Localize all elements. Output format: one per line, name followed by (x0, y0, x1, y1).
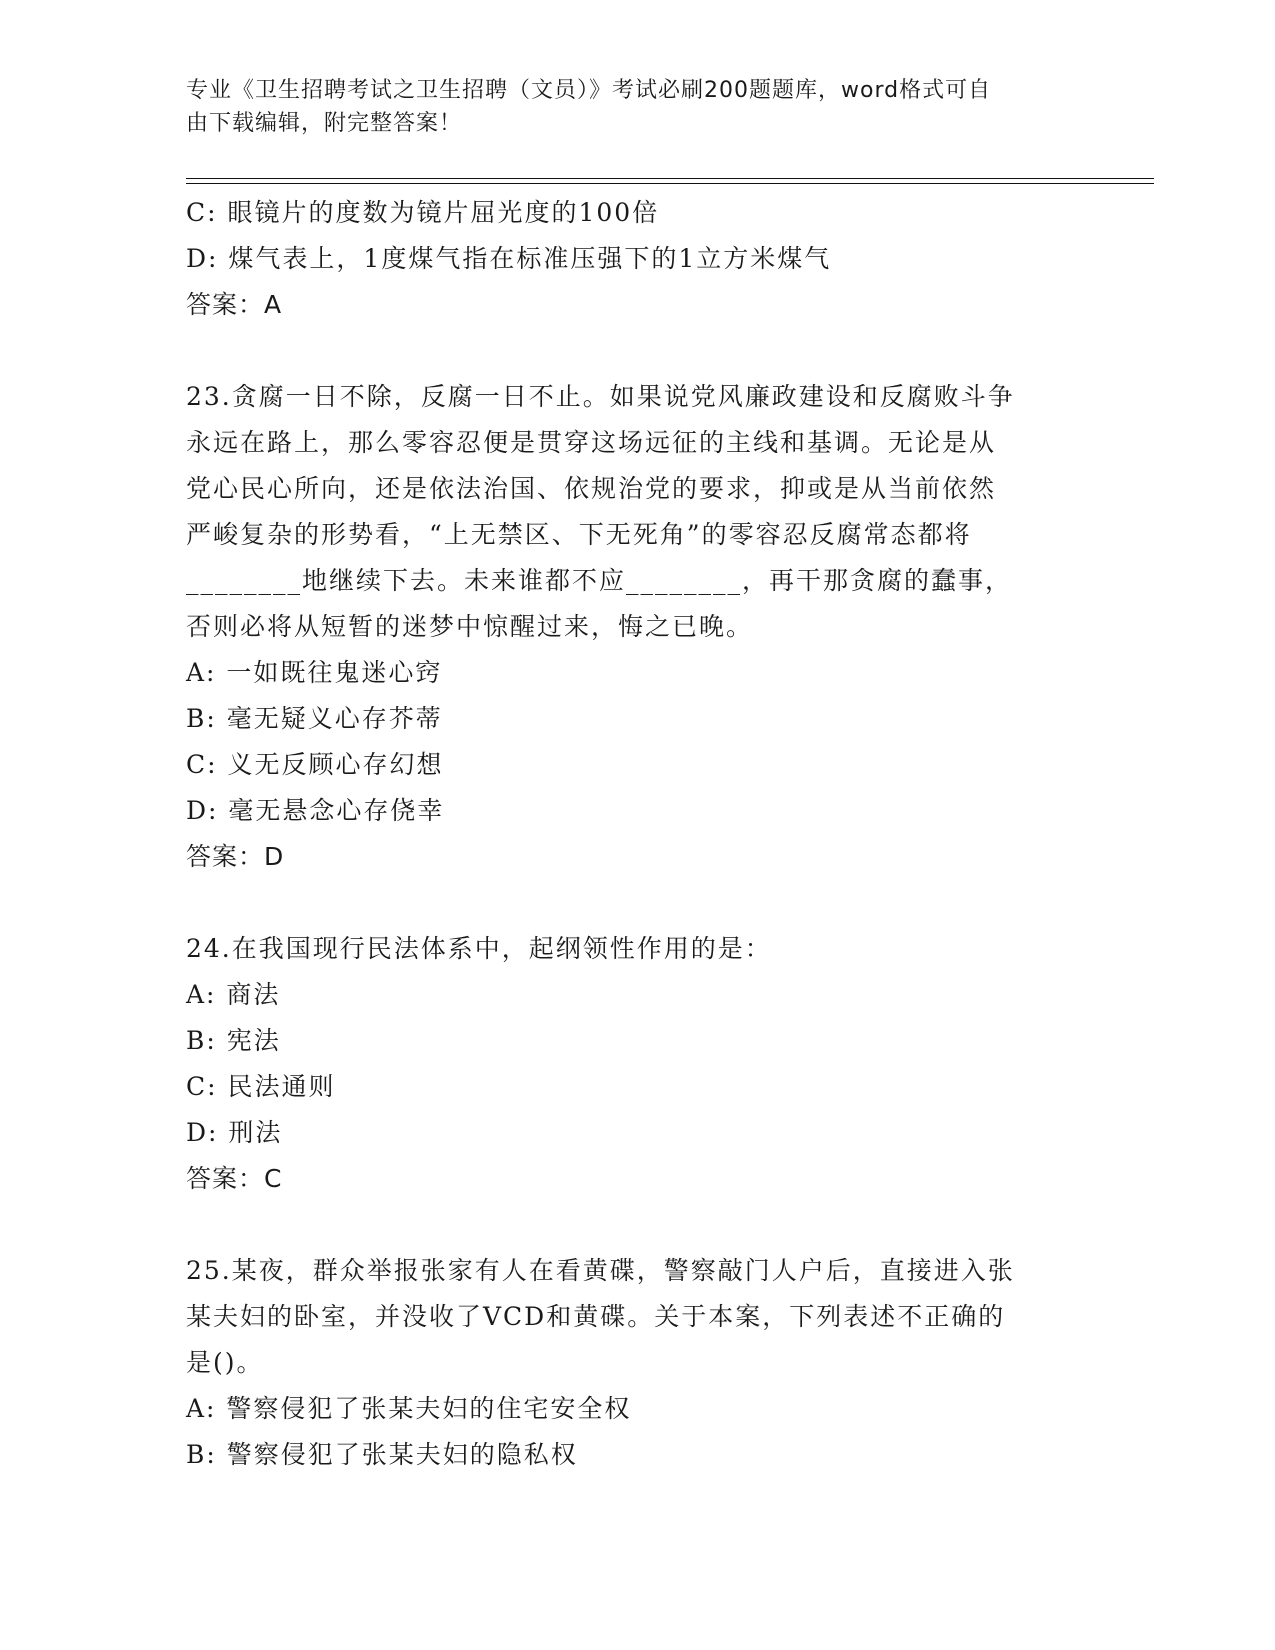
option-d: D: 刑法 (186, 1118, 283, 1147)
header-divider-top (186, 178, 1154, 179)
question-stem-line: 是()。 (186, 1348, 264, 1377)
question-stem-line: 党心民心所向，还是依法治国、依规治党的要求，抑或是从当前依然 (186, 474, 997, 503)
option-c: C: 义无反顾心存幻想 (186, 750, 444, 779)
option-d: D: 煤气表上，1度煤气指在标准压强下的1立方米煤气 (186, 244, 832, 273)
question-spacer (186, 880, 1086, 926)
option-b: B: 毫无疑义心存芥蒂 (186, 704, 443, 733)
option-a: A: 警察侵犯了张某夫妇的住宅安全权 (186, 1394, 632, 1423)
question-stem-line: ________地继续下去。未来谁都不应________，再干那贪腐的蠢事， (186, 566, 1013, 595)
answer-line: 答案：C (186, 1164, 283, 1193)
question-spacer (186, 1202, 1086, 1248)
option-a: A: 一如既往鬼迷心窍 (186, 658, 443, 687)
question-24 (186, 926, 1086, 1202)
option-c: C: 民法通则 (186, 1072, 336, 1101)
question-stem-line: 永远在路上，那么零容忍便是贯穿这场远征的主线和基调。无论是从 (186, 428, 997, 457)
question-stem-line: 某夫妇的卧室，并没收了VCD和黄碟。关于本案，下列表述不正确的 (186, 1302, 1006, 1331)
question-stem-line: 否则必将从短暂的迷梦中惊醒过来，悔之已晚。 (186, 612, 754, 641)
question-spacer (186, 328, 1086, 374)
option-c: C: 眼镜片的度数为镜片屈光度的100倍 (186, 198, 660, 227)
option-a: A: 商法 (186, 980, 281, 1009)
question-stem-line: 严峻复杂的形势看，“上无禁区、下无死角”的零容忍反腐常态都将 (186, 520, 972, 549)
header-line-2: 由下载编辑，附完整答案！ (186, 111, 463, 136)
document-body (186, 190, 1086, 1478)
question-25 (186, 1248, 1086, 1478)
answer-line: 答案：A (186, 290, 283, 319)
option-b: B: 警察侵犯了张某夫妇的隐私权 (186, 1440, 578, 1469)
question-stem-line: 24.在我国现行民法体系中，起纲领性作用的是： (186, 934, 772, 963)
document-header (186, 74, 1086, 140)
question-stem-line: 23.贪腐一日不除，反腐一日不止。如果说党风廉政建设和反腐败斗争 (186, 382, 1015, 411)
question-22-remainder (186, 190, 1086, 328)
option-d: D: 毫无悬念心存侥幸 (186, 796, 445, 825)
header-divider-bottom (186, 183, 1154, 184)
option-b: B: 宪法 (186, 1026, 281, 1055)
answer-line: 答案：D (186, 842, 285, 871)
question-stem-line: 25.某夜，群众举报张家有人在看黄碟，警察敲门人户后，直接进入张 (186, 1256, 1015, 1285)
question-23 (186, 374, 1086, 880)
header-line-1: 专业《卫生招聘考试之卫生招聘（文员）》考试必刷200题题库，word格式可自 (186, 78, 992, 103)
